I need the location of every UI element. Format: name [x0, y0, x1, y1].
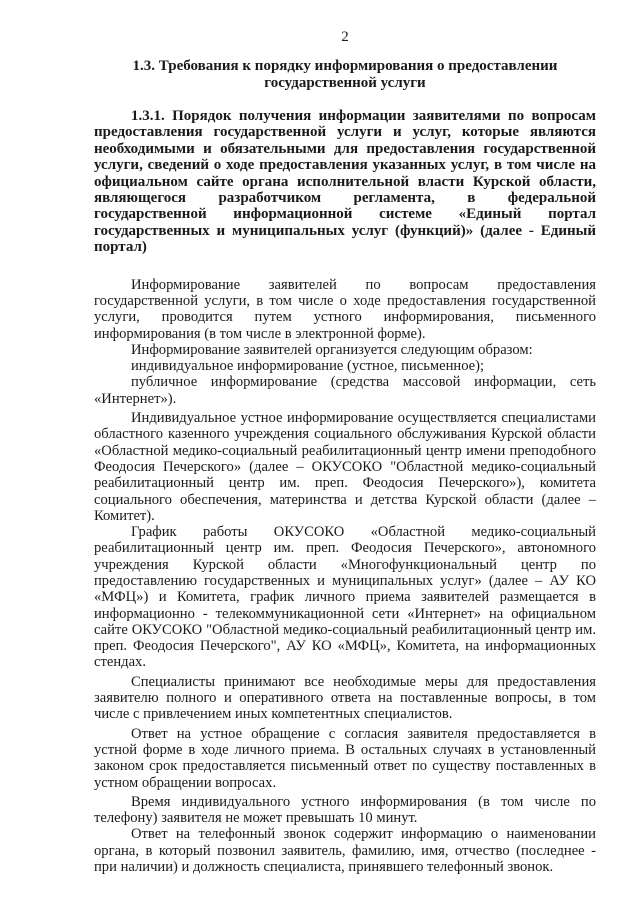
section-title: 1.3. Требования к порядку информирования о предоставлении государственной услуги [132, 58, 558, 91]
document-page [94, 28, 596, 875]
paragraph-schedule: График работы ОКУСОКО «Областной медико-социальный реабилитационный центр им. преп. Феодосия Печерского», автономного учреждения Курской области «Многофункциональный центр по предоставлению государственных и муниципальных услуг» (далее – АУ КО «МФЦ») и Комитета, график личного приема заявителей размещается в информационно - телекоммуникационной сети «Интернет» на официальном сайте ОКУСОКО "Областной медико-социальный реабилитационный центр им. преп. Феодосия Печерского", АУ КО «МФЦ», Комитета, на информационных стендах. [94, 524, 596, 671]
paragraph-individual: индивидуальное информирование (устное, письменное); [131, 358, 485, 375]
subsection-title: 1.3.1. Порядок получения информации заявителями по вопросам предоставления государственной услуги и услуг, которые являются необходимыми и обязательными для предоставления государственной услуги, сведений о ходе предоставления указанных услуг, в том числе на официальном сайте органа исполнительной власти Курской области, являющегося разработчиком регламента, в федеральной государственной информационной системе «Единый портал государственных и муниципальных услуг (функций)» (далее - Единый портал) [94, 108, 596, 256]
paragraph-organization: Информирование заявителей организуется следующим образом: [131, 341, 533, 358]
paragraph-time-limit: Время индивидуального устного информирования (в том числе по телефону) заявителя не может превышать 10 минут. [94, 793, 596, 827]
paragraph-specialists: Специалисты принимают все необходимые меры для предоставления заявителю полного и оперативного ответа на поставленные вопросы, в том числе с привлечением иных компетентных специалистов. [94, 673, 596, 723]
paragraph-oral-answer: Ответ на устное обращение с согласия заявителя предоставляется в устной форме в ходе личного приема. В остальных случаях в установленный законом срок предоставляется письменный ответ по существу поставленных в устном обращении вопросах. [94, 725, 596, 791]
paragraph-oral-informing: Индивидуальное устное информирование осуществляется специалистами областного казенного учреждения социального обслуживания Курской области «Областной медико-социальный реабилитационный центр имени преподобного Феодосия Печерского» (далее – ОКУСОКО "Областной медико-социальный реабилитационный центр им. преп. Феодосия Печерского»), комитета социального обеспечения, материнства и детства Курской области (далее – Комитет). [94, 410, 596, 524]
paragraph-phone-call: Ответ на телефонный звонок содержит информацию о наименовании органа, в который позвонил заявитель, фамилию, имя, отчество (последнее - при наличии) и должность специалиста, принявшего телефонный звонок. [94, 826, 596, 876]
page-number: 2 [341, 29, 349, 45]
paragraph-public: публичное информирование (средства массовой информации, сеть «Интернет»). [94, 374, 596, 407]
paragraph-informing: Информирование заявителей по вопросам предоставления государственной услуги, в том числе о ходе предоставления государственной услуги, проводится путем устного информирования, письменного информирования (в том числе в электронной форме). [94, 276, 596, 342]
